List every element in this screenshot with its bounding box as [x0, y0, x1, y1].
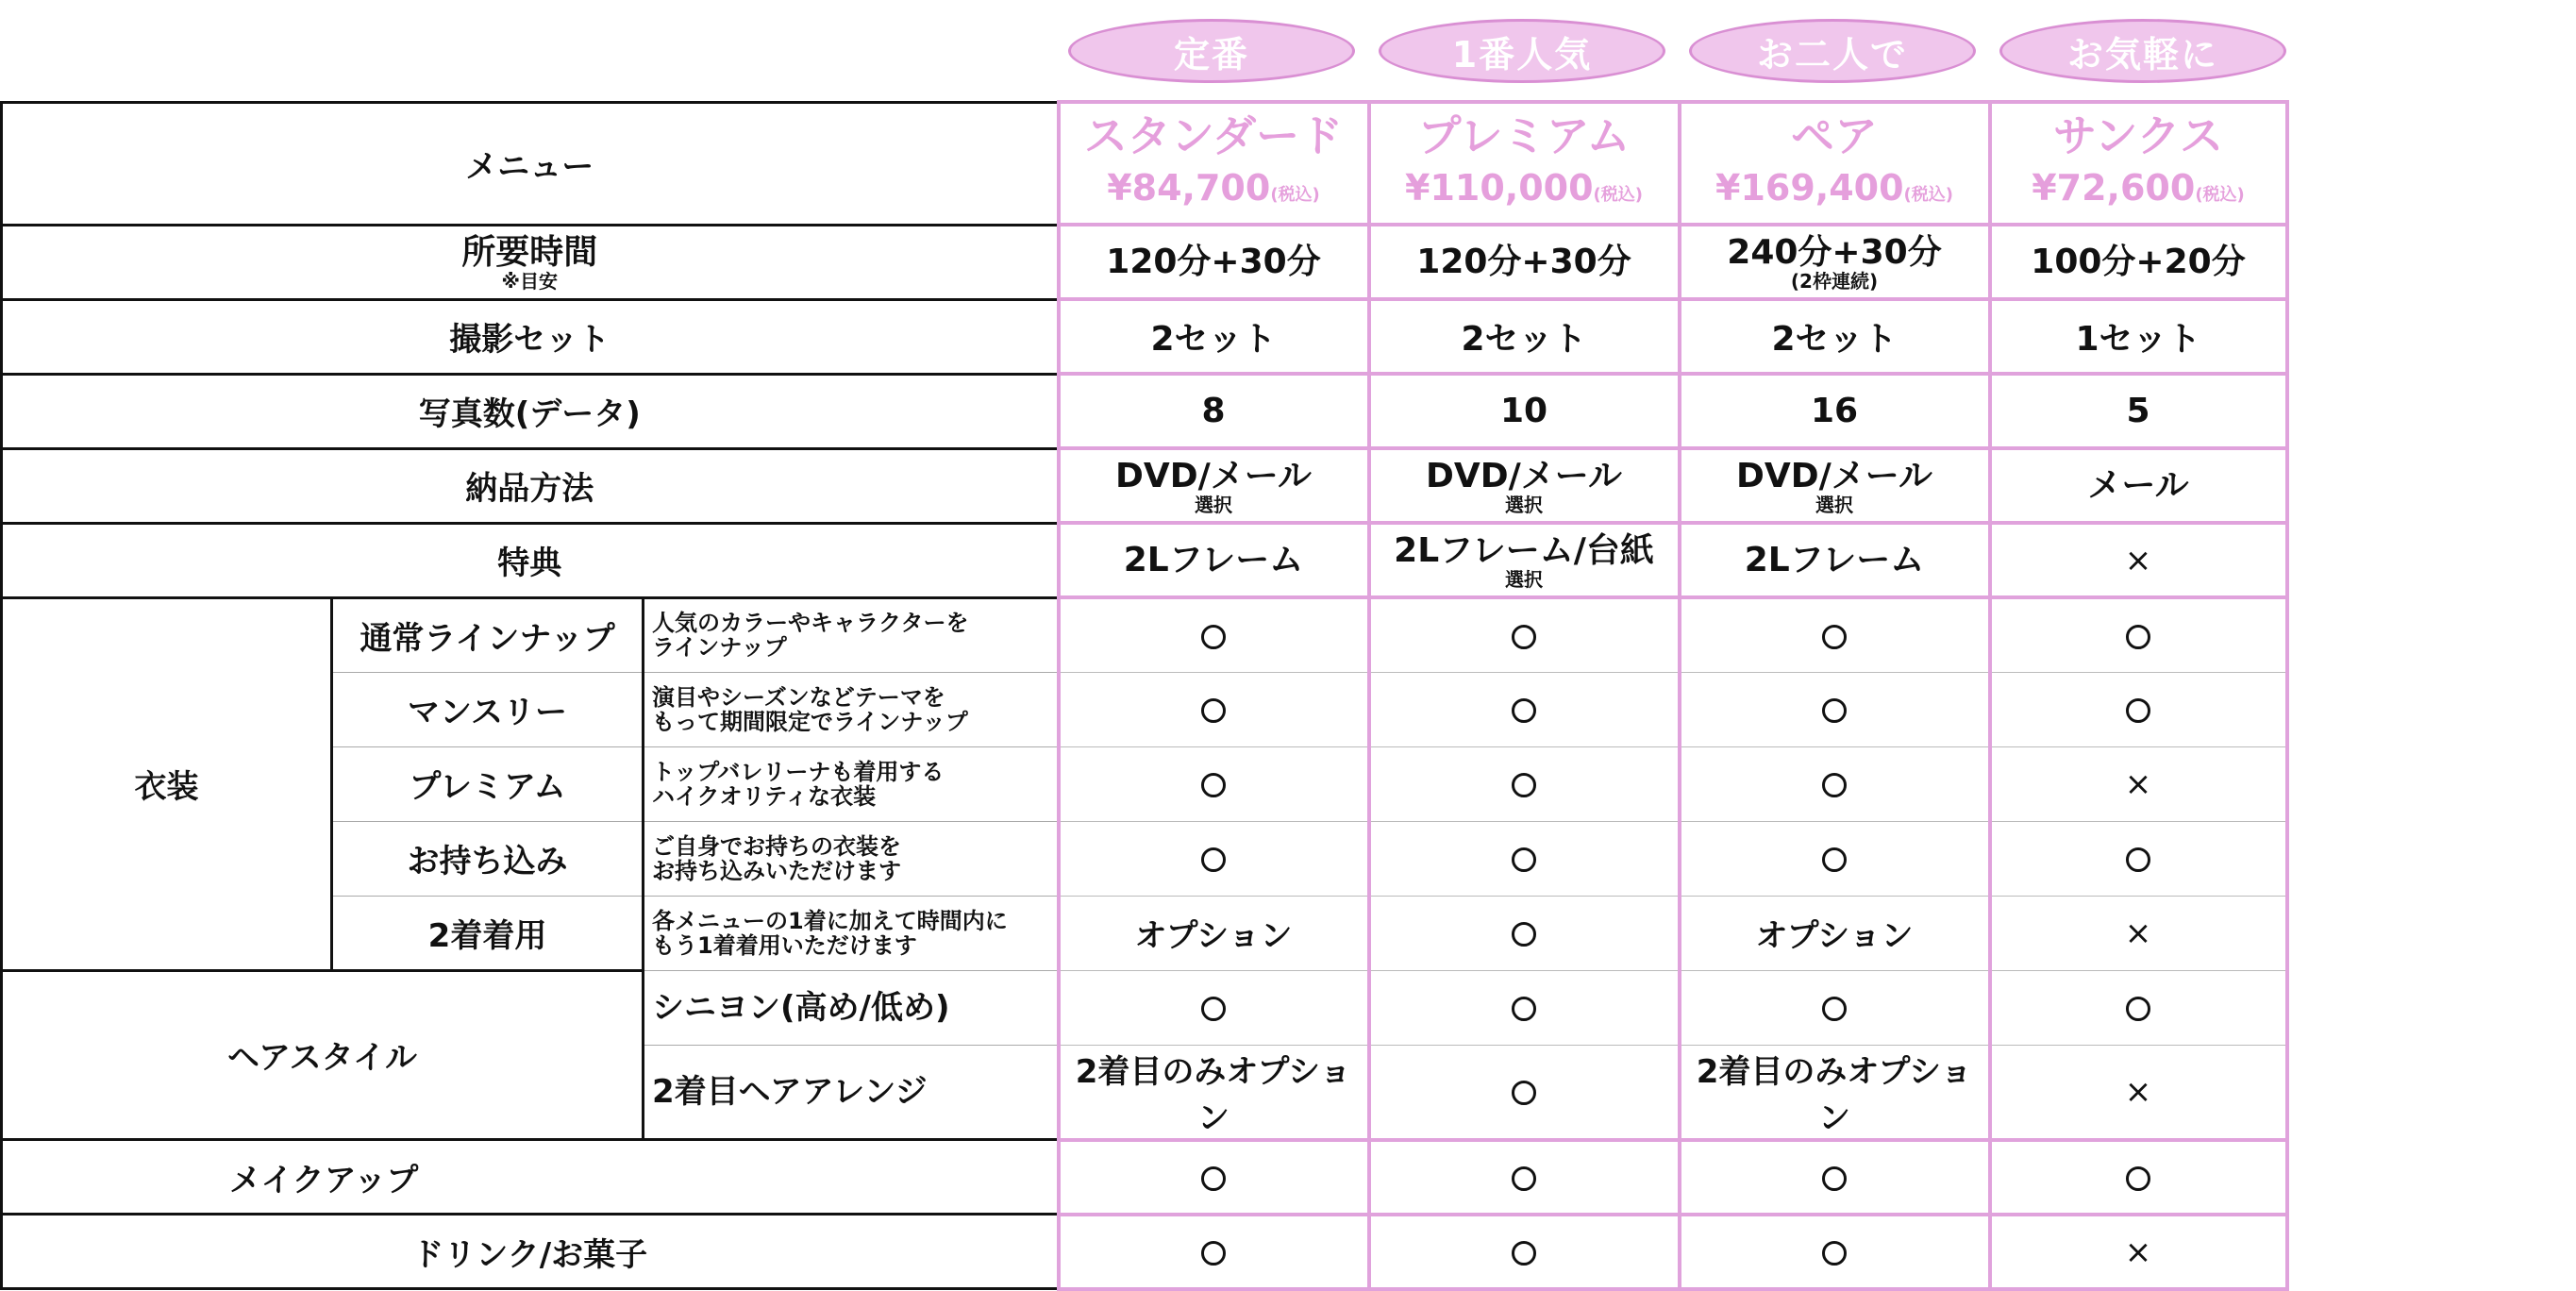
badge-standard: 定番: [1068, 19, 1355, 83]
plan-price: ¥169,400(税込): [1715, 167, 1953, 209]
value-cell: [1369, 970, 1680, 1045]
row-costume-second: [2, 896, 2287, 970]
row-drink: [2, 1215, 2287, 1289]
value-cell: [1990, 1045, 2287, 1140]
circle-mark-icon: [1201, 698, 1226, 723]
row-sets: [2, 299, 2287, 374]
plan-name: ペア: [1791, 110, 1878, 161]
label-hair: ヘアスタイル: [2, 970, 644, 1140]
value-cell: [1059, 896, 1369, 970]
value-cell: [1990, 746, 2287, 821]
costume-description: 人気のカラーやキャラクターを ラインナップ: [644, 597, 1059, 672]
cross-mark-icon: ×: [2124, 914, 2152, 952]
row-hair-chignon: [2, 970, 2287, 1045]
circle-mark-icon: [1822, 625, 1847, 649]
badge-premium: 1番人気: [1379, 19, 1665, 83]
value-cell: 2Lフレーム/台紙 選択: [1369, 523, 1680, 597]
value-cell: 16: [1680, 374, 1990, 448]
row-costume-regular: [2, 597, 2287, 672]
value-cell: [1059, 1140, 1369, 1215]
value-cell: [1990, 672, 2287, 746]
row-makeup: [2, 1140, 2287, 1215]
value-cell: [1059, 672, 1369, 746]
value-cell: 120分+30分: [1369, 225, 1680, 299]
value-cell: DVD/メール 選択: [1369, 448, 1680, 523]
value-cell: 5: [1990, 374, 2287, 448]
row-costume-monthly: [2, 672, 2287, 746]
value-cell: 2セット: [1680, 299, 1990, 374]
row-photos: [2, 374, 2287, 448]
circle-mark-icon: [1822, 1166, 1847, 1191]
circle-mark-icon: [1201, 847, 1226, 872]
option-text: オプション: [1755, 917, 1914, 955]
plan-header-standard: [1059, 102, 1369, 225]
plan-price: ¥84,700(税込): [1107, 167, 1320, 209]
value-cell: 240分+30分 (2枠連続): [1680, 225, 1990, 299]
circle-mark-icon: [2126, 1166, 2150, 1191]
circle-mark-icon: [1201, 1241, 1226, 1266]
plan-header-thanks: [1990, 102, 2287, 225]
plan-name: サンクス: [2052, 110, 2224, 161]
label-bonus: 特典: [2, 523, 1059, 597]
value-cell: 100分+20分: [1990, 225, 2287, 299]
circle-mark-icon: [1822, 997, 1847, 1021]
costume-type: 2着着用: [332, 896, 644, 970]
value-cell: [1680, 1215, 1990, 1289]
costume-description: ご自身でお持ちの衣装を お持ち込みいただけます: [644, 821, 1059, 896]
plan-comparison-table: [0, 100, 2289, 1291]
value-cell: [1680, 1140, 1990, 1215]
circle-mark-icon: [2126, 698, 2150, 723]
circle-mark-icon: [1512, 1081, 1536, 1105]
plan-price: ¥110,000(税込): [1405, 167, 1643, 209]
circle-mark-icon: [1822, 698, 1847, 723]
value-cell: [1990, 821, 2287, 896]
label-photos: 写真数(データ): [2, 374, 1059, 448]
circle-mark-icon: [1822, 847, 1847, 872]
hair-type: シニヨン(高め/低め): [644, 970, 1059, 1045]
plan-price: ¥72,600(税込): [2032, 167, 2245, 209]
row-menu: [2, 102, 2287, 225]
costume-type: お持ち込み: [332, 821, 644, 896]
circle-mark-icon: [2126, 997, 2150, 1021]
value-cell: [1369, 1045, 1680, 1140]
circle-mark-icon: [1512, 625, 1536, 649]
value-cell: [1680, 896, 1990, 970]
cross-mark-icon: ×: [2124, 765, 2152, 803]
value-cell: [1990, 1140, 2287, 1215]
circle-mark-icon: [1201, 625, 1226, 649]
circle-mark-icon: [1822, 1241, 1847, 1266]
circle-mark-icon: [1512, 1166, 1536, 1191]
plan-name: プレミアム: [1417, 110, 1631, 161]
circle-mark-icon: [1201, 1166, 1226, 1191]
value-cell: 120分+30分: [1059, 225, 1369, 299]
value-cell: [1990, 1215, 2287, 1289]
plan-badges: [0, 0, 2576, 99]
circle-mark-icon: [1512, 773, 1536, 797]
plan-name: スタンダード: [1083, 110, 1344, 161]
value-cell: 1セット: [1990, 299, 2287, 374]
value-cell: [1059, 1045, 1369, 1140]
circle-mark-icon: [1512, 1241, 1536, 1266]
value-cell: 2Lフレーム: [1059, 523, 1369, 597]
value-cell: [1990, 970, 2287, 1045]
value-cell: [1369, 1215, 1680, 1289]
value-cell: DVD/メール 選択: [1680, 448, 1990, 523]
row-bonus: [2, 523, 2287, 597]
value-cell: [1059, 1215, 1369, 1289]
label-delivery: 納品方法: [2, 448, 1059, 523]
row-duration: [2, 225, 2287, 299]
row-delivery: [2, 448, 2287, 523]
circle-mark-icon: [1201, 997, 1226, 1021]
value-cell: [1369, 896, 1680, 970]
circle-mark-icon: [1512, 922, 1536, 947]
value-cell: [1680, 746, 1990, 821]
costume-type: 通常ラインナップ: [332, 597, 644, 672]
label-drink: ドリンク/お菓子: [2, 1215, 1059, 1289]
value-cell: 2Lフレーム: [1680, 523, 1990, 597]
costume-type: プレミアム: [332, 746, 644, 821]
value-cell: [1369, 597, 1680, 672]
label-menu: メニュー: [2, 102, 1059, 225]
value-cell: 2セット: [1369, 299, 1680, 374]
plan-header-premium: [1369, 102, 1680, 225]
option-text: オプション: [1134, 917, 1293, 955]
circle-mark-icon: [2126, 625, 2150, 649]
value-cell: [1680, 970, 1990, 1045]
value-cell: [1059, 746, 1369, 821]
value-cell: [1990, 597, 2287, 672]
circle-mark-icon: [1512, 698, 1536, 723]
option-text: 2着目のみオプション: [1075, 1052, 1352, 1137]
circle-mark-icon: [1512, 847, 1536, 872]
value-cell: 10: [1369, 374, 1680, 448]
costume-description: 演目やシーズンなどテーマを もって期間限定でラインナップ: [644, 672, 1059, 746]
cross-mark-icon: ×: [2124, 1232, 2152, 1271]
value-cell: [1369, 821, 1680, 896]
badge-pair: お二人で: [1689, 19, 1976, 83]
value-cell: 8: [1059, 374, 1369, 448]
value-cell: [1059, 597, 1369, 672]
value-cell: メール: [1990, 448, 2287, 523]
label-sets: 撮影セット: [2, 299, 1059, 374]
value-cell: DVD/メール 選択: [1059, 448, 1369, 523]
value-cell: [1680, 1045, 1990, 1140]
value-cell: ×: [1990, 523, 2287, 597]
value-cell: [1369, 746, 1680, 821]
label-duration: 所要時間 ※目安: [2, 225, 1059, 299]
value-cell: 2セット: [1059, 299, 1369, 374]
circle-mark-icon: [1201, 773, 1226, 797]
option-text: 2着目のみオプション: [1696, 1052, 1973, 1137]
value-cell: [1369, 672, 1680, 746]
label-costume: 衣装: [2, 597, 332, 970]
value-cell: [1059, 970, 1369, 1045]
value-cell: [1680, 672, 1990, 746]
row-costume-premium: [2, 746, 2287, 821]
plan-header-pair: [1680, 102, 1990, 225]
badge-thanks: お気軽に: [1999, 19, 2286, 83]
costume-description: トップバレリーナも着用する ハイクオリティな衣装: [644, 746, 1059, 821]
value-cell: [1369, 1140, 1680, 1215]
value-cell: [1059, 821, 1369, 896]
circle-mark-icon: [1512, 997, 1536, 1021]
costume-description: 各メニューの1着に加えて時間内に もう1着着用いただけます: [644, 896, 1059, 970]
hair-type: 2着目ヘアアレンジ: [644, 1045, 1059, 1140]
circle-mark-icon: [1822, 773, 1847, 797]
row-costume-bring: [2, 821, 2287, 896]
label-makeup: メイクアップ: [2, 1140, 1059, 1215]
value-cell: [1680, 821, 1990, 896]
circle-mark-icon: [2126, 847, 2150, 872]
cross-mark-icon: ×: [2124, 1073, 2152, 1111]
value-cell: [1990, 896, 2287, 970]
value-cell: [1680, 597, 1990, 672]
costume-type: マンスリー: [332, 672, 644, 746]
